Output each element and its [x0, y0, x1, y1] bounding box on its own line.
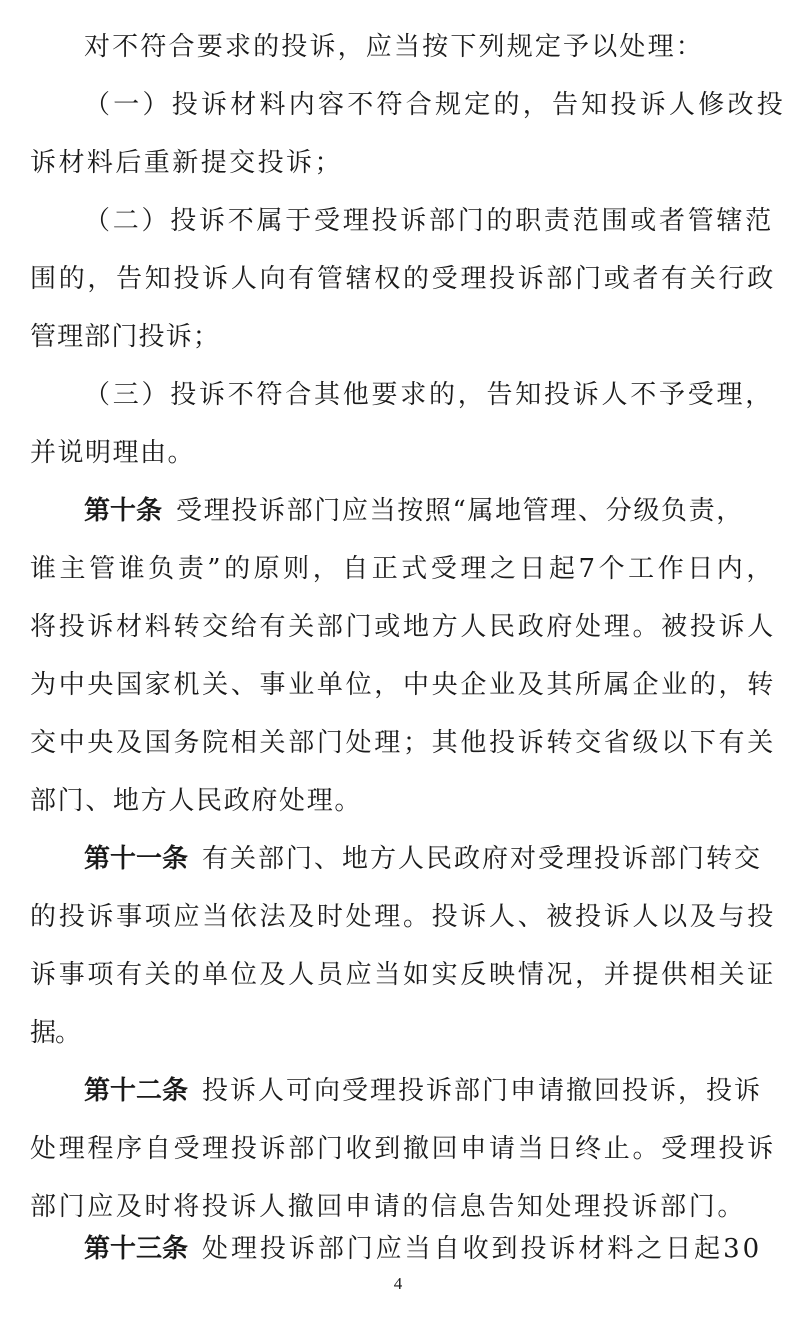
article-heading: 第十三条 [84, 1234, 189, 1264]
text-line: （三）投诉不符合其他要求的，告知投诉人不予受理， [84, 380, 775, 410]
text-line: 为中央国家机关、事业单位，中央企业及其所属企业的，转 [30, 670, 776, 700]
text-line: 处理程序自受理投诉部门收到撤回申请当日终止。受理投诉 [30, 1134, 776, 1164]
text-line: 谁主管谁负责”的原则，自正式受理之日起7个工作日内， [30, 554, 776, 584]
text-line: 第十三条 处理投诉部门应当自收到投诉材料之日起30 [0, 1220, 796, 1278]
text-line: 管理部门投诉； [30, 322, 220, 352]
article-heading: 第十条 [84, 496, 163, 526]
text-line: （二）投诉不属于受理投诉部门的职责范围或者管辖范 [84, 206, 775, 236]
text-line: 将投诉材料转交给有关部门或地方人民政府处理。被投诉人 [30, 612, 776, 642]
text-line: 诉材料后重新提交投诉； [30, 148, 343, 178]
text-line: 围的，告知投诉人向有管辖权的受理投诉部门或者有关行政 [30, 264, 776, 294]
text-line: 对不符合要求的投诉，应当按下列规定予以处理： [84, 32, 704, 62]
text-line: 部门应及时将投诉人撤回申请的信息告知处理投诉部门。 [30, 1192, 747, 1222]
text-line: （一）投诉材料内容不符合规定的，告知投诉人修改投 [84, 90, 787, 120]
article-heading: 第十一条 [84, 844, 189, 874]
article-heading: 第十二条 [84, 1076, 189, 1106]
text-line: 第十条 受理投诉部门应当按照“属地管理、分级负责， [0, 482, 796, 540]
text-line: 诉事项有关的单位及人员应当如实反映情况，并提供相关证 [30, 960, 776, 990]
text-line: 第十二条 投诉人可向受理投诉部门申请撤回投诉，投诉 [0, 1062, 796, 1120]
text-line: 交中央及国务院相关部门处理；其他投诉转交省级以下有关 [30, 728, 776, 758]
text-line: 第十一条 有关部门、地方人民政府对受理投诉部门转交 [0, 830, 796, 888]
text-line: 的投诉事项应当依法及时处理。投诉人、被投诉人以及与投 [30, 902, 776, 932]
page-number: 4 [393, 1274, 403, 1293]
text-line: 并说明理由。 [30, 438, 196, 468]
text-line: 部门、地方人民政府处理。 [30, 786, 363, 816]
text-line: 据。 [30, 1018, 80, 1048]
